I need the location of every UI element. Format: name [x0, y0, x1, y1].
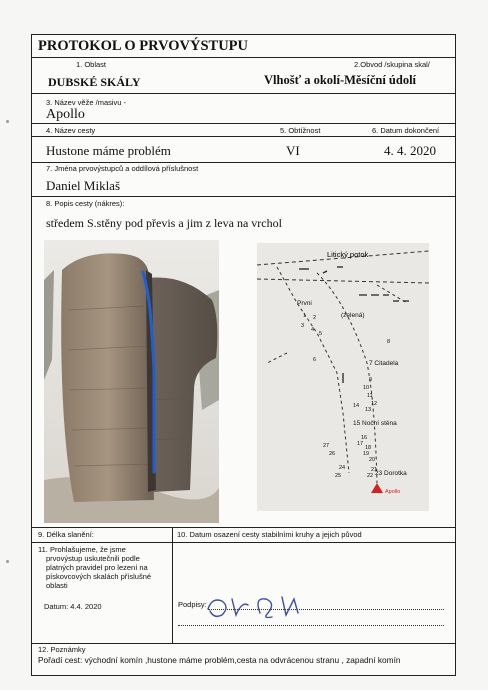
field-4-value: Hustone máme problém: [46, 143, 171, 158]
map-number: 4: [311, 327, 315, 333]
field-11-date: Datum: 4.4. 2020: [44, 602, 102, 611]
map-label-nocni-stena: 15 Noční stěna: [353, 420, 397, 427]
field-6-label: 6. Datum dokončení: [372, 126, 440, 135]
field-11-label: 11. Prohlašujeme, že jsme prvovýstup uskutečnili podle platných pravidel pro lezení na pískovcových skalách příslušné oblasti: [38, 545, 152, 590]
map-number: 26: [329, 451, 336, 457]
map-number: 13: [365, 407, 372, 413]
area-map: [257, 243, 429, 511]
map-number: 2: [313, 315, 317, 321]
map-number: 3: [301, 323, 305, 329]
field-7-value: Daniel Miklaš: [46, 178, 121, 193]
field-4-label: 4. Název cesty: [46, 126, 96, 135]
map-number: 17: [357, 441, 364, 447]
map-number: 6: [313, 357, 317, 363]
map-number: 10: [363, 385, 370, 391]
field-8-value: středem S.stěny pod převis a jim z leva na vrchol: [46, 216, 282, 230]
map-number: 14: [353, 403, 360, 409]
map-label-zelena: (zelená): [341, 312, 365, 319]
signature-image: [202, 591, 312, 621]
signature-label: Podpisy:: [178, 600, 207, 609]
map-number: 19: [363, 451, 370, 457]
form-title: PROTOKOL O PRVOVÝSTUPU: [38, 38, 249, 54]
tower-photo-drawing: [44, 240, 219, 523]
map-number: 11: [367, 393, 373, 399]
map-number: 12: [371, 401, 378, 407]
field-1-label: 1. Oblast: [76, 60, 107, 69]
map-number: 5: [319, 331, 323, 337]
map-number: 8: [387, 339, 391, 345]
map-number: 16: [361, 435, 368, 441]
map-number: 21: [371, 467, 378, 473]
field-5-value: VI: [286, 143, 300, 158]
route-photo: [44, 240, 219, 523]
field-3-label: 3. Název věže /masivu -: [46, 98, 127, 107]
map-number: 22: [367, 473, 374, 479]
field-10-label: 10. Datum osazení cesty stabilními kruhy a jejich původ: [177, 530, 362, 539]
punch-hole: [6, 560, 9, 563]
field-7-label: 7. Jména prvovýstupců a oddílová příslušnost: [46, 164, 199, 173]
area-map-drawing: [257, 243, 429, 511]
map-number: 1: [303, 313, 307, 319]
field-5-label: 5. Obtížnost: [280, 126, 321, 135]
field-9-label: 9. Délka slanění:: [38, 530, 94, 539]
map-label-prvni: Prvni: [297, 300, 312, 307]
map-label-dorotka: 23 Dorotka: [375, 470, 407, 477]
map-number: 9: [369, 377, 373, 383]
field-1-value: DUBSKÉ SKÁLY: [48, 75, 141, 89]
map-label-citadela: 7 Citadela: [369, 360, 399, 367]
field-3-value: Apollo: [46, 107, 85, 122]
field-2-label: 2.Obvod /skupina skal/: [354, 60, 430, 69]
punch-hole: [6, 120, 9, 123]
map-number: 18: [365, 445, 372, 451]
field-8-label: 8. Popis cesty (nákres):: [46, 199, 125, 208]
field-6-value: 4. 4. 2020: [384, 143, 436, 158]
map-road-label: Litický potok: [327, 250, 369, 259]
protocol-form: [31, 34, 456, 676]
map-number: 24: [339, 465, 346, 471]
map-number: 25: [335, 473, 342, 479]
field-2-value: Vlhošť a okolí-Měsíční údolí: [264, 73, 417, 87]
map-label-apollo: Apollo: [385, 489, 401, 495]
map-number: 27: [323, 443, 330, 449]
field-12-label: 12. Poznámky: [38, 645, 86, 654]
field-12-value: Pořadí cest: východní komín ,hustone máme problém,cesta na odvrácenou stranu , zapadní komín: [38, 655, 401, 665]
map-number: 20: [369, 457, 376, 463]
